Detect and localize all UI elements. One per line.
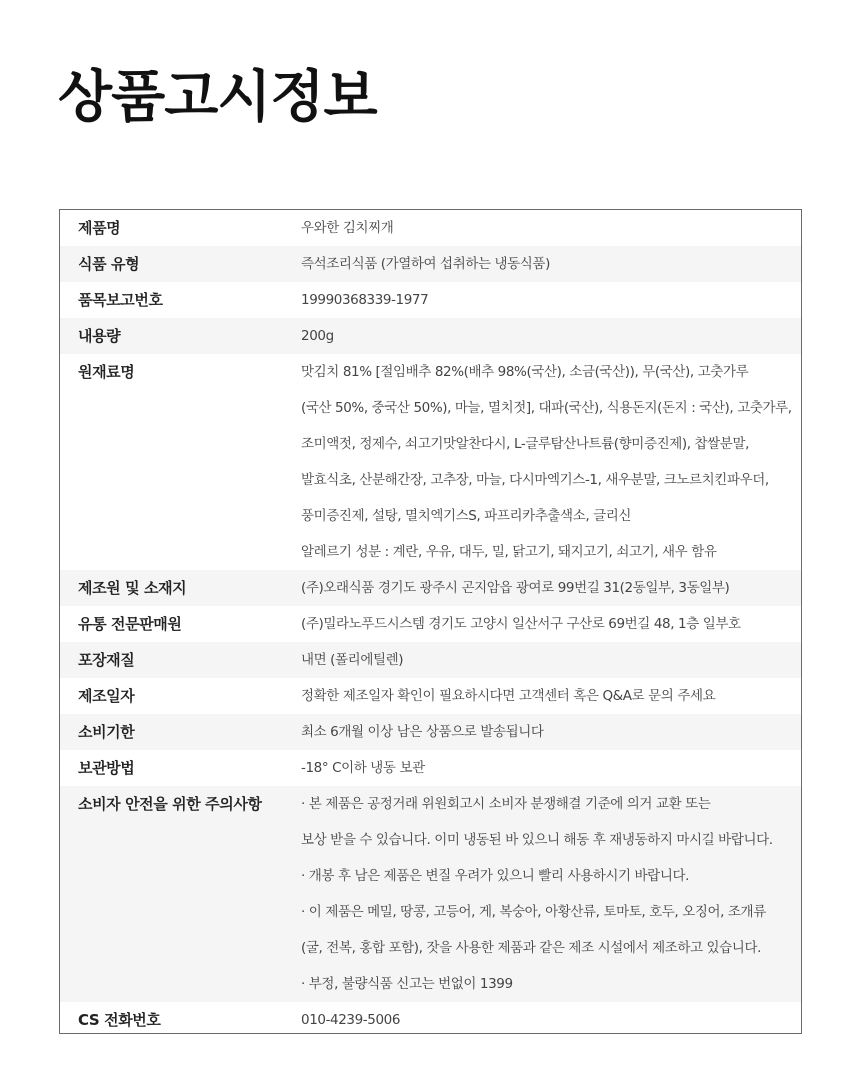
value-line: · 이 제품은 메밀, 땅콩, 고등어, 게, 복숭아, 아황산류, 토마토, 호두, 오징어, 조개류 — [301, 904, 766, 920]
value-line: 정확한 제조일자 확인이 필요하시다면 고객센터 혹은 Q&A로 문의 주세요 — [301, 688, 716, 704]
product-info-table — [59, 209, 802, 1034]
value-line: 풍미증진제, 설탕, 멸치엑기스S, 파프리카추출색소, 글리신 — [301, 508, 632, 524]
value-line: 200g — [301, 328, 334, 344]
row-value — [301, 714, 801, 750]
row-report-number — [60, 282, 801, 318]
row-value — [301, 354, 801, 570]
value-line: 조미액젓, 정제수, 쇠고기맛알찬다시, L-글루탐산나트륨(향미증진제), 찹쌀분말, — [301, 436, 749, 452]
value-line: · 본 제품은 공정거래 위원회고시 소비자 분쟁해결 기준에 의거 교환 또는 — [301, 796, 711, 812]
value-line: (국산 50%, 중국산 50%), 마늘, 멸치젓], 대파(국산), 식용돈지(돈지 : 국산), 고춧가루, — [301, 400, 792, 416]
value-line: 최소 6개월 이상 남은 상품으로 발송됩니다 — [301, 724, 544, 740]
row-cs-phone — [60, 1002, 801, 1038]
value-line: 내면 (폴리에틸렌) — [301, 652, 404, 668]
row-value — [301, 318, 801, 354]
row-value — [301, 750, 801, 786]
value-line: (굴, 전복, 홍합 포함), 잣을 사용한 제품과 같은 제조 시설에서 제조하고 있습니다. — [301, 940, 761, 956]
value-line: 보상 받을 수 있습니다. 이미 냉동된 바 있으니 해동 후 재냉동하지 마시길 바랍니다. — [301, 832, 773, 848]
row-expiry — [60, 714, 801, 750]
row-food-type — [60, 246, 801, 282]
value-line: 즉석조리식품 (가열하여 섭취하는 냉동식품) — [301, 256, 550, 272]
row-label: 식품 유형 — [78, 255, 140, 273]
row-safety-notice — [60, 786, 801, 1002]
row-value — [301, 282, 801, 318]
row-label: 포장재질 — [78, 651, 135, 669]
row-product-name — [60, 210, 801, 246]
row-distributor — [60, 606, 801, 642]
value-line: · 부정, 불량식품 신고는 번없이 1399 — [301, 976, 513, 992]
row-manufacturer — [60, 570, 801, 606]
row-label: 제조원 및 소재지 — [78, 579, 187, 597]
row-label: 품목보고번호 — [78, 291, 163, 309]
row-ingredients — [60, 354, 801, 570]
row-label: 내용량 — [78, 327, 121, 345]
value-line: 알레르기 성분 : 계란, 우유, 대두, 밀, 닭고기, 돼지고기, 쇠고기, 새우 함유 — [301, 544, 717, 560]
row-value — [301, 570, 801, 606]
value-line: -18° C이하 냉동 보관 — [301, 760, 425, 776]
value-line: 19990368339-1977 — [301, 292, 429, 308]
row-packaging — [60, 642, 801, 678]
row-label: CS 전화번호 — [78, 1011, 161, 1029]
value-line: 발효식초, 산분해간장, 고추장, 마늘, 다시마엑기스-1, 새우분말, 크노르치킨파우더, — [301, 472, 769, 488]
row-value — [301, 246, 801, 282]
row-storage — [60, 750, 801, 786]
row-label: 제품명 — [78, 219, 121, 237]
row-value — [301, 1002, 801, 1038]
value-line: 010-4239-5006 — [301, 1012, 401, 1028]
row-label: 유통 전문판매원 — [78, 615, 182, 633]
row-label: 제조일자 — [78, 687, 135, 705]
row-label: 보관방법 — [78, 759, 135, 777]
row-label: 원재료명 — [78, 363, 135, 381]
value-line: 맛김치 81% [절임배추 82%(배추 98%(국산), 소금(국산)), 무(국산), 고춧가루 — [301, 364, 749, 380]
value-line: (주)오래식품 경기도 광주시 곤지암읍 광여로 99번길 31(2동일부, 3동일부) — [301, 580, 730, 596]
row-value — [301, 606, 801, 642]
row-net-weight — [60, 318, 801, 354]
page-title: 상품고시정보 — [58, 65, 377, 130]
row-value — [301, 210, 801, 246]
value-line: 우와한 김치찌개 — [301, 220, 394, 236]
row-value — [301, 678, 801, 714]
row-label: 소비기한 — [78, 723, 135, 741]
value-line: (주)밀라노푸드시스템 경기도 고양시 일산서구 구산로 69번길 48, 1층 일부호 — [301, 616, 741, 632]
row-value — [301, 642, 801, 678]
row-manufacture-date — [60, 678, 801, 714]
row-label: 소비자 안전을 위한 주의사항 — [78, 795, 262, 813]
value-line: · 개봉 후 남은 제품은 변질 우려가 있으니 빨리 사용하시기 바랍니다. — [301, 868, 690, 884]
row-value — [301, 786, 801, 1002]
